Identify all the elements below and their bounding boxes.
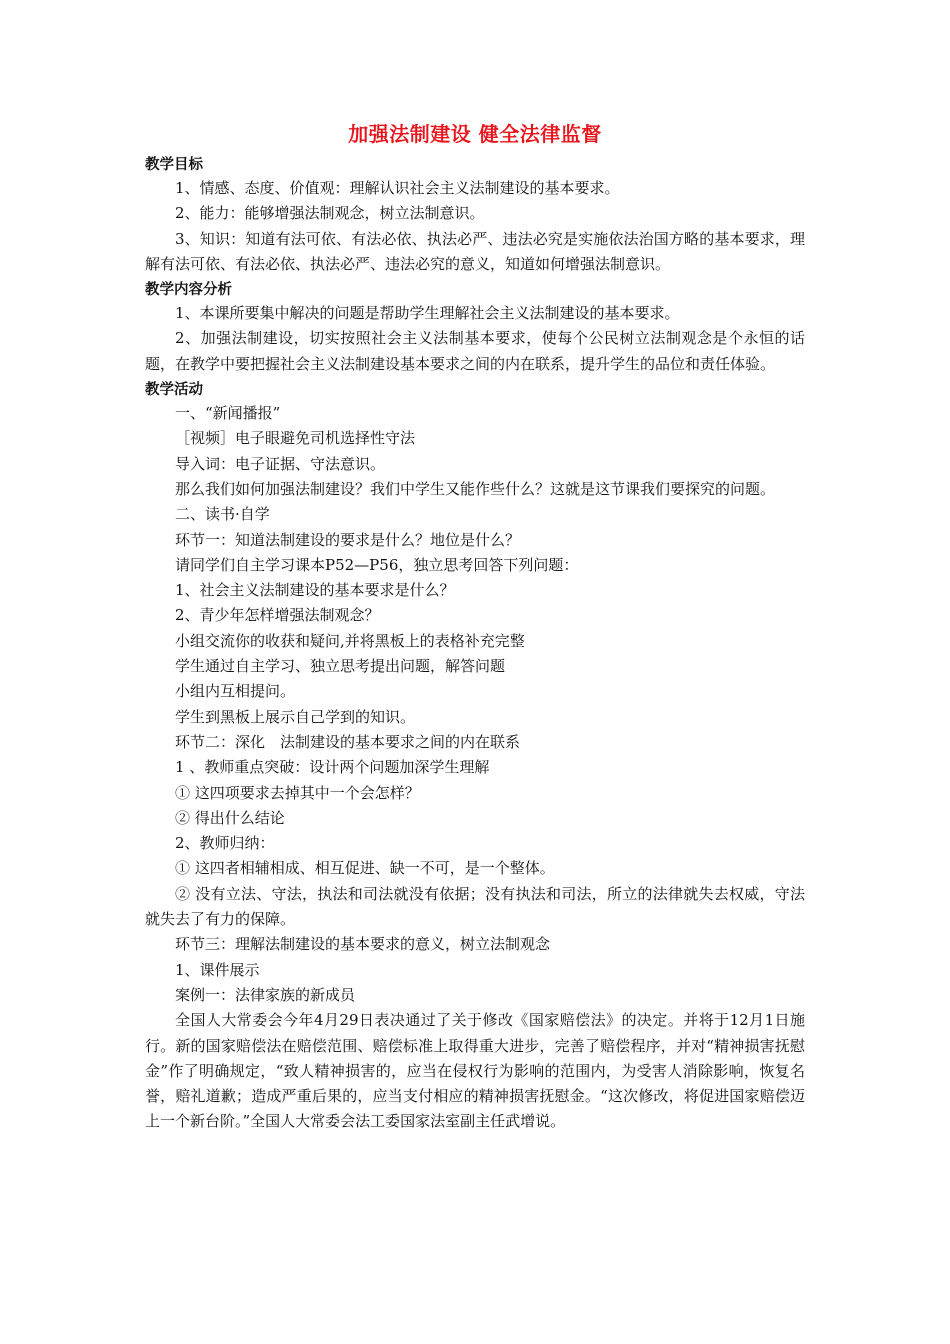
section-heading-goals: 教学目标 — [145, 157, 203, 173]
paragraph: 环节三：理解法制建设的基本要求的意义，树立法制观念 — [175, 935, 551, 954]
paragraph: 1、本课所要集中解决的问题是帮助学生理解社会主义法制建设的基本要求。 — [175, 304, 680, 323]
paragraph: 学生到黑板上展示自己学到的知识。 — [175, 707, 416, 726]
paragraph: ② 没有立法、守法，执法和司法就没有依据；没有执法和司法，所立的法律就失去权威，守法就失去了有力的保障。 — [145, 884, 805, 929]
paragraph: ［视频］电子眼避免司机选择性守法 — [175, 429, 416, 448]
paragraph: 2、加强法制建设，切实按照社会主义法制基本要求，使每个公民树立法制观念是个永恒的话题，在教学中要把握社会主义法制建设基本要求之间的内在联系，提升学生的品位和责任体验。 — [145, 329, 805, 373]
paragraph: 2、教师归纳： — [175, 834, 275, 853]
paragraph: 二、读书·自学 — [175, 505, 270, 524]
paragraph: ① 这四项要求去掉其中一个会怎样？ — [175, 783, 420, 802]
paragraph: 小组交流你的收获和疑问,并将黑板上的表格补充完整 — [175, 631, 525, 650]
section-heading-analysis: 教学内容分析 — [145, 282, 232, 299]
paragraph: 案例一：法律家族的新成员 — [175, 985, 356, 1004]
paragraph: 一、“新闻播报” — [175, 404, 281, 423]
section-heading-activity: 教学活动 — [145, 382, 203, 399]
paragraph: 3、知识：知道有法可依、有法必依、执法必严、违法必究是实施依法治国方略的基本要求，理解有法可依、有法必依、执法必严、违法必究的意义，知道如何增强法制意识。 — [145, 229, 805, 273]
paragraph: 那么我们如何加强法制建设？我们中学生又能作些什么？这就是这节课我们要探究的问题。 — [175, 479, 776, 498]
paragraph: 1 、教师重点突破：设计两个问题加深学生理解 — [175, 758, 490, 777]
paragraph: ② 得出什么结论 — [175, 808, 285, 827]
paragraph: 学生通过自主学习、独立思考提出问题，解答问题 — [175, 657, 506, 676]
paragraph: 小组内互相提问。 — [175, 682, 296, 701]
document-body — [145, 152, 805, 1135]
paragraph: 1、课件展示 — [175, 960, 260, 979]
paragraph: 1、情感、态度、价值观：理解认识社会主义法制建设的基本要求。 — [175, 179, 620, 197]
paragraph: 导入词：电子证据、守法意识。 — [175, 454, 386, 473]
document-title: 加强法制建设 健全法律监督 — [348, 122, 602, 146]
paragraph: 环节二：深化 法制建设的基本要求之间的内在联系 — [175, 732, 521, 751]
paragraph: 环节一：知道法制建设的要求是什么？地位是什么？ — [175, 530, 521, 549]
paragraph: ① 这四者相辅相成、相互促进、缺一不可，是一个整体。 — [175, 859, 555, 878]
paragraph: 请同学们自主学习课本P52—P56，独立思考回答下列问题： — [175, 555, 579, 574]
paragraph: 2、青少年怎样增强法制观念？ — [175, 606, 380, 625]
paragraph: 1、社会主义法制建设的基本要求是什么？ — [175, 581, 455, 600]
paragraph: 全国人大常委会今年4月29日表决通过了关于修改《国家赔偿法》的决定。并将于12月1日施行。新的国家赔偿法在赔偿范围、赔偿标准上取得重大进步，完善了赔偿程序，并对“精神损害抚慰金”作了明确规定，“致人精神损害的，应当在侵权行为影响的范围内，为受害人消除影响，恢复名誉，赔礼道歉；造成严重后果的，应当支付相应的精神损害抚慰金。“这次修改，将促进国家赔偿迈上一个新台阶。”全国人大常委会法工委国家法室副主任武增说。 — [145, 1011, 805, 1131]
paragraph: 2、能力：能够增强法制观念，树立法制意识。 — [175, 204, 485, 223]
